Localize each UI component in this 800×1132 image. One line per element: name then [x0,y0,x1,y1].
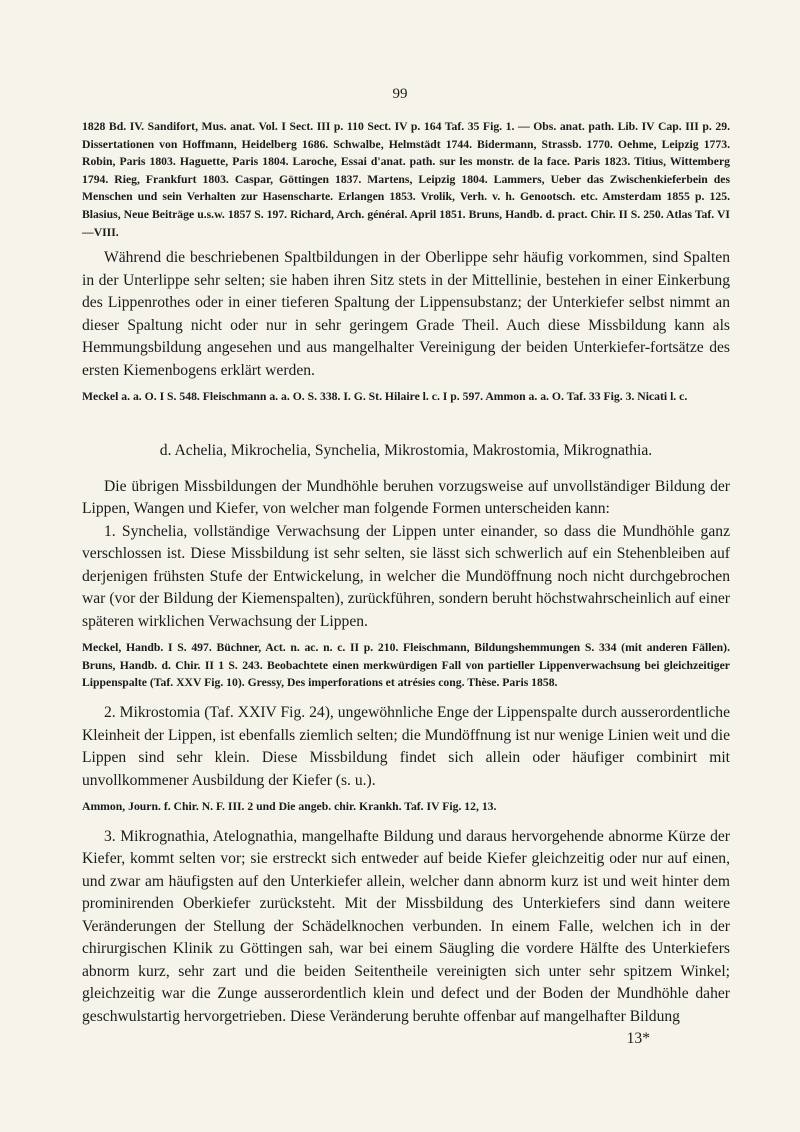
bibliography-references: 1828 Bd. IV. Sandifort, Mus. anat. Vol. I Sect. III p. 110 Sect. IV p. 164 Taf. 35 Fig. 1. — Obs. anat. path. Lib. IV Cap. III p. 29. Dissertationen von Hoffmann, Heidelberg 1686. Schwalbe, Helmstädt 1744. Bidermann, Strassb. 1770. Oehme, Leipzig 1773. Robin, Paris 1803. Haguette, Paris 1804. Laroche, Essai d'anat. path. sur les monstr. de la face. Paris 1823. Titius, Wittemberg 1794. Rieg, Frankfurt 1803. Caspar, Göttingen 1837. Martens, Leipzig 1804. Lammers, Ueber das Zwischenkieferbein des Menschen und sein Verhalten zur Hasenscharte. Erlangen 1853. Vrolik, Verh. v. h. Genootsch. etc. Amsterdam 1855 p. 125. Blasius, Neue Beiträge u.s.w. 1857 S. 197. Richard, Arch. général. April 1851. Bruns, Handb. d. pract. Chir. II S. 250. Atlas Taf. VI—VIII. [82,120,730,239]
references-mikrostomia: Ammon, Journ. f. Chir. N. F. III. 2 und Die angeb. chir. Krankh. Taf. IV Fig. 12, 13. [82,800,497,814]
paragraph-mikrostomia: 2. Mikrostomia (Taf. XXIV Fig. 24), ungewöhnliche Enge der Lippenspalte durch ausserordentliche Kleinheit der Lippen, ist ebenfalls ziemlich selten; die Mundöffnung ist nur wenige Linien weit und die Lippen sind sehr klein. Diese Missbildung findet sich allein oder häufiger combinirt mit unvollkommener Ausbildung der Kiefer (s. u.). [82,704,730,789]
signature-mark: 13* [626,1030,650,1048]
paragraph-intro: Die übrigen Missbildungen der Mundhöhle beruhen vorzugsweise auf unvollständiger Bildung der Lippen, Wangen und Kiefer, von welcher man folgende Formen unterscheiden kann: [82,477,730,518]
paragraph-unterlippe: Während die beschriebenen Spaltbildungen in der Oberlippe sehr häufig vorkommen, sind Spalten in der Unterlippe sehr selten; sie haben ihren Sitz stets in der Mittellinie, bestehen in einer Einkerbung des Lippenrothes oder in einer tieferen Spaltung der Lippensubstanz; der Unterkiefer selbst nimmt an dieser Spaltung nicht oder nur in sehr geringem Grade Theil. Auch diese Missbildung kann als Hemmungsbildung angesehen und aus mangelhalter Vereinigung der beiden Unterkiefer-fortsätze des ersten Kiemenbogens erklärt werden. [82,249,730,379]
references-synchelia: Meckel, Handb. I S. 497. Büchner, Act. n. ac. n. c. II p. 210. Fleischmann, Bildungshemmungen S. 334 (mit anderen Fällen). Bruns, Handb. d. Chir. II 1 S. 243. Beobachtete einen merkwürdigen Fall von partieller Lippenverwachsung bei gleichzeitiger Lippenspalte (Taf. XXV Fig. 10). Gressy, Des imperforations et atrésies cong. Thèse. Paris 1858. [82,641,730,690]
page-number: 99 [392,86,408,102]
paragraph-mikrognathia: 3. Mikrognathia, Atelognathia, mangelhafte Bildung und daraus hervorgehende abnorme Kürze der Kiefer, kommt selten vor; sie erstreckt sich entweder auf beide Kiefer gleichzeitig oder nur auf einen, und zwar am häufigsten auf den Unterkiefer allein, welcher dann abnorm kurz ist und weit hinter dem prominirenden Oberkiefer zurücksteht. Mit der Missbildung des Unterkiefers sind dann weitere Veränderungen der Stellung der Schädelknochen verbunden. In einem Falle, welchen ich in der chirurgischen Klinik zu Göttingen sah, war bei einem Säugling die vordere Hälfte des Unterkiefers abnorm kurz, sehr zart und die beiden Seitentheile vereinigten sich unter sehr spitzem Winkel; gleichzeitig war die Zunge ausserordentlich klein und defect und der Boden der Mundhöhle daher geschwulstartig hervorgetrieben. Diese Veränderung beruhte offenbar auf mangelhafter Bildung [82,827,730,1025]
section-heading: d. Achelia, Mikrochelia, Synchelia, Mikrostomia, Makrostomia, Mikrognathia. [159,441,653,459]
paragraph-synchelia: 1. Synchelia, vollständige Verwachsung der Lippen unter einander, so dass die Mundhöhle ganz verschlossen ist. Diese Missbildung ist sehr selten, sie lässt sich schwerlich auf ein Stehenbleiben auf derjenigen frühsten Stufe der Entwickelung, in welcher die Mundöffnung noch nicht durchgebrochen war (vor der Bildung der Kiemenspalten), zurückführen, sondern beruht höchstwahrscheinlich auf einer späteren wirklichen Verwachsung der Lippen. [82,522,730,630]
references-unterlippe: Meckel a. a. O. I S. 548. Fleischmann a. a. O. S. 338. I. G. St. Hilaire l. c. I p. 597. Ammon a. a. O. Taf. 33 Fig. 3. Nicati l. c. [82,390,688,404]
page-text [82,118,730,1050]
